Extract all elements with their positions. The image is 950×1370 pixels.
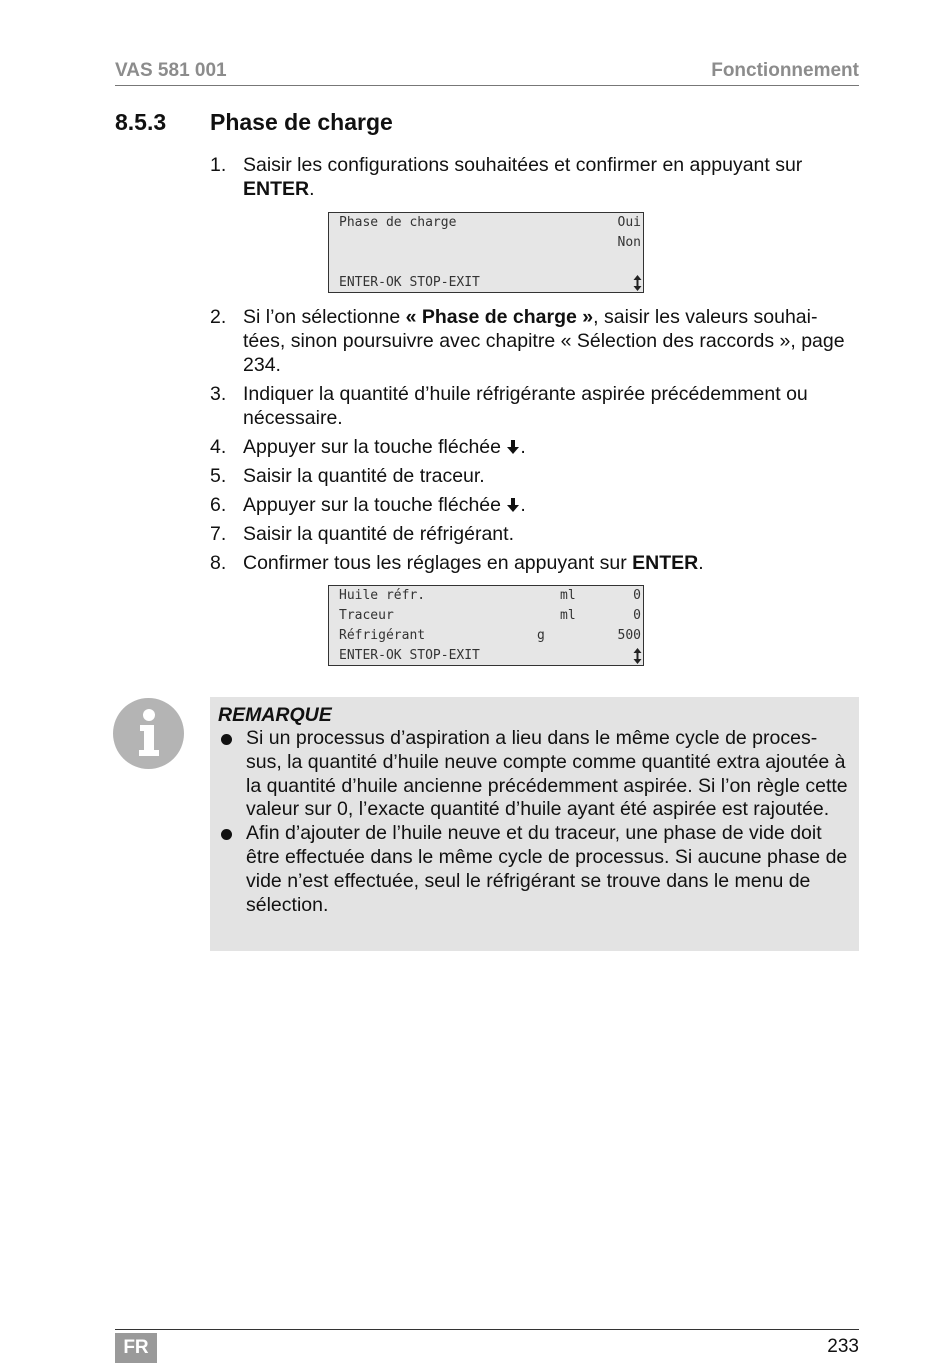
- step-item: [210, 305, 850, 377]
- step-text-end: .: [309, 178, 315, 200]
- step-item: [210, 382, 850, 430]
- lcd-option-no: Non: [617, 235, 641, 250]
- lcd-label: Traceur: [339, 608, 394, 623]
- step-text: Indiquer la quantité d’huile réfrigérante aspirée précédemment ou nécessaire.: [243, 383, 808, 429]
- lcd-row: [339, 606, 641, 626]
- lcd-value: 500: [617, 628, 641, 643]
- step-text: Saisir la quantité de traceur.: [243, 465, 485, 487]
- step-number: 8.: [210, 552, 227, 574]
- footer-rule: [115, 1329, 859, 1330]
- up-down-arrow-icon: [633, 648, 642, 664]
- note-list: [218, 727, 849, 917]
- note-box: [210, 697, 859, 951]
- section-title: Phase de charge: [210, 109, 393, 135]
- lcd-footer: ENTER-OK STOP-EXIT: [339, 648, 480, 663]
- lcd-unit: ml: [560, 608, 576, 623]
- step-number: 1.: [210, 154, 227, 176]
- info-icon: [113, 698, 184, 769]
- step-text-end: .: [698, 552, 704, 574]
- step-item: [210, 551, 850, 575]
- header-doc-id: VAS 581 001: [115, 60, 227, 81]
- step-number: 4.: [210, 436, 227, 458]
- steps-list-b: [210, 305, 850, 580]
- bullet-icon: [221, 734, 232, 745]
- step-text: Appuyer sur la touche fléchée: [243, 436, 507, 458]
- lcd-label: Réfrigérant: [339, 628, 426, 643]
- lcd-value: 0: [633, 608, 641, 623]
- up-down-arrow-icon: [633, 275, 642, 291]
- step-text: Saisir la quantité de réfrigérant.: [243, 523, 514, 545]
- note-text: Afin d’ajouter de l’huile neuve et du traceur, une phase de vide doit être effectuée dans le même cycle de processus. Si aucune phase de vide n’est effectuée, seul le réfrigérant se trouve dans le menu de sélection.: [246, 822, 848, 916]
- step-text: Saisir les configurations souhaitées et confirmer en appuyant sur: [243, 154, 803, 176]
- down-arrow-icon: [506, 440, 520, 455]
- step-text: Confirmer tous les réglages en appuyant sur: [243, 552, 633, 574]
- header-chapter: Fonctionnement: [711, 60, 859, 81]
- language-badge: FR: [115, 1333, 157, 1363]
- step-text-end: .: [520, 494, 526, 516]
- note-text: Si un processus d’aspiration a lieu dans le même cycle de proces-sus, la quantité d’huile neuve compte comme quantité extra ajoutée à la quantité d’huile ancienne précédemment aspirée. Si l’on règle cette valeur sur 0, l’exacte quantité d’huile ayant été aspirée est rajoutée.: [246, 727, 848, 821]
- lcd-label: Huile réfr.: [339, 588, 426, 603]
- lcd-option-yes: Oui: [617, 215, 641, 230]
- step-number: 6.: [210, 494, 227, 516]
- step-keyword: ENTER: [632, 552, 699, 574]
- lcd-value: 0: [633, 588, 641, 603]
- step-item: [210, 522, 850, 546]
- steps-list-a: [210, 153, 850, 206]
- step-text: Si l’on sélectionne: [243, 306, 406, 328]
- lcd-unit: ml: [560, 588, 576, 603]
- lcd-display-quantities: [328, 585, 644, 666]
- step-text-end: , saisir les valeurs souhai-tées, sinon poursuivre avec chapitre « Sélection des raccords », page 234.: [243, 306, 845, 376]
- step-number: 7.: [210, 523, 227, 545]
- bullet-icon: [221, 829, 232, 840]
- step-item: [210, 464, 850, 488]
- section-number: 8.5.3: [115, 109, 167, 135]
- page-number: 233: [827, 1336, 859, 1357]
- header-rule: [115, 85, 859, 86]
- step-item: [210, 435, 850, 459]
- step-text: Appuyer sur la touche fléchée: [243, 494, 507, 516]
- note-item: [218, 822, 849, 917]
- lcd-footer: ENTER-OK STOP-EXIT: [339, 275, 480, 290]
- lcd-unit: g: [537, 628, 545, 643]
- lcd-row: [339, 626, 641, 646]
- step-number: 3.: [210, 383, 227, 405]
- step-keyword: ENTER: [243, 178, 310, 200]
- step-item: [210, 153, 850, 201]
- step-text-end: .: [520, 436, 526, 458]
- lcd-row: [339, 586, 641, 606]
- step-item: [210, 493, 850, 517]
- lcd-display-phase: [328, 212, 644, 293]
- step-number: 5.: [210, 465, 227, 487]
- down-arrow-icon: [506, 498, 520, 513]
- lcd-label: Phase de charge: [339, 215, 457, 230]
- step-number: 2.: [210, 306, 227, 328]
- note-title: REMARQUE: [218, 704, 332, 726]
- step-keyword: « Phase de charge »: [405, 306, 594, 328]
- note-item: [218, 727, 849, 822]
